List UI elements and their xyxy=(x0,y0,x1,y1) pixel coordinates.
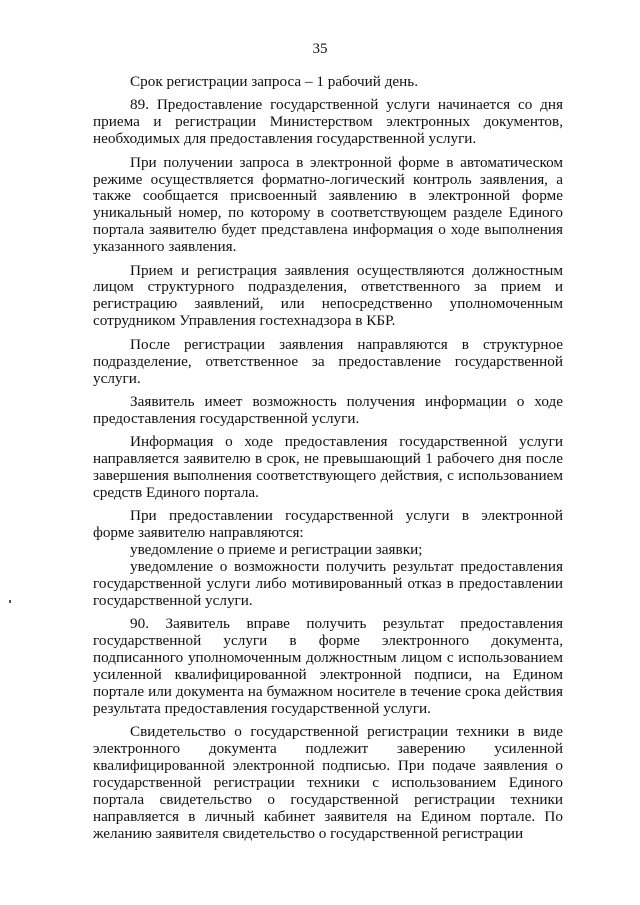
paragraph-electronic-request: При получении запроса в электронной форме в автоматическом режиме осуществляется форматно-логический контроль заявления, а также сообщается присвоенный заявлению в электронной форме уникальный номер, по которому в соответствующем разделе Единого портала заявителю будет представлена информация о ходе выполнения указанного заявления. xyxy=(93,153,563,256)
paragraph-90: 90. Заявитель вправе получить результат предоставления государственной услуги в форме электронного документа, подписанного уполномоченным должностным лицом с использованием усиленной квалифицированной электронной подписи, на Едином портале или документа на бумажном носителе в течение срока действия результата предоставления государственной услуги. xyxy=(93,615,563,717)
paragraph-information-possibility: Заявитель имеет возможность получения информации о ходе предоставления государственной услуги. xyxy=(93,392,563,427)
paragraph-89: 89. Предоставление государственной услуги начинается со дня приема и регистрации Министерством электронных документов, необходимых для предоставления государственной услуги. xyxy=(93,96,563,148)
paragraph-notifications-intro: При предоставлении государственной услуги в электронной форме заявителю направляются: xyxy=(93,507,563,542)
paragraph-after-registration: После регистрации заявления направляются в структурное подразделение, ответственное за предоставление государственной услуги. xyxy=(93,335,563,387)
paragraph-notification-result: уведомление о возможности получить результат предоставления государственной услуги либо мотивированный отказ в предоставлении государственной услуги. xyxy=(93,558,563,609)
scan-mark xyxy=(9,600,11,603)
page-number: 35 xyxy=(312,41,328,57)
paragraph-notification-receipt: уведомление о приеме и регистрации заявки; xyxy=(130,541,423,559)
paragraph-registration-term: Срок регистрации запроса – 1 рабочий день. xyxy=(130,73,419,90)
page-body xyxy=(93,74,563,843)
paragraph-reception-registration: Прием и регистрация заявления осуществляются должностным лицом структурного подразделения, ответственного за прием и регистрацию заявлений, или непосредственно уполномоченным сотрудником Управления гостехнадзора в КБР. xyxy=(93,261,563,330)
paragraph-certificate: Свидетельство о государственной регистрации техники в виде электронного документа подлежит заверению усиленной квалифицированной электронной подписью. При подаче заявления о государственной регистрации техники с использованием Единого портала свидетельство о государственной регистрации техники направляется в личный кабинет заявителя на Едином портале. По желанию заявителя свидетельство о государственной регистрации xyxy=(93,723,563,842)
paragraph-information-term: Информация о ходе предоставления государственной услуги направляется заявителю в срок, не превышающий 1 рабочего дня после завершения выполнения соответствующего действия, с использованием средств Единого портала. xyxy=(93,433,563,501)
